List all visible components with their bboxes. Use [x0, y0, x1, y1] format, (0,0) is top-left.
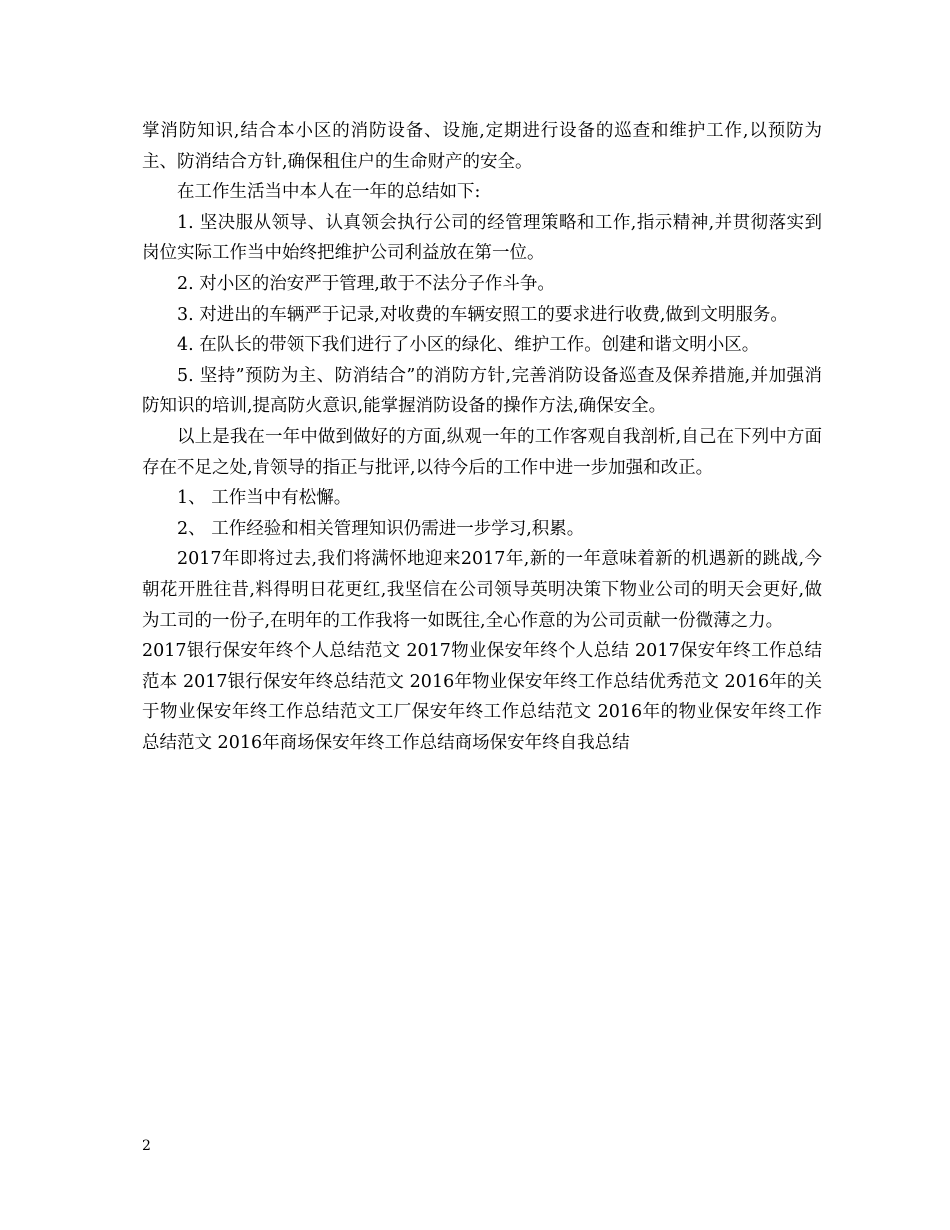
paragraph-closing: 2017年即将过去,我们将满怀地迎来2017年,新的一年意味着新的机遇新的跳战,今朝花开胜往昔,料得明日花更红,我坚信在公司领导英明决策下物业公司的明天会更好,做为工司的一份子,在明年的工作我将一如既往,全心作意的为公司贡献一份微薄之力。	[142, 549, 822, 631]
paragraph-summary-intro: 在工作生活当中本人在一年的总结如下:	[177, 182, 481, 203]
list-item-4: 4. 在队长的带领下我们进行了小区的绿化、维护工作。创建和谐文明小区。	[177, 335, 760, 356]
list-item-2: 2. 对小区的治安严于管理,敢于不法分子作斗争。	[177, 273, 555, 294]
list-item-3: 3. 对进出的车辆严于记录,对收费的车辆安照工的要求进行收费,做到文明服务。	[177, 304, 788, 325]
shortcoming-item-2: 2、 工作经验和相关管理知识仍需进一步学习,积累。	[177, 518, 585, 539]
related-articles-links: 2017银行保安年终个人总结范文 2017物业保安年终个人总结 2017保安年终工作总结范本 2017银行保安年终总结范文 2016年物业保安年终工作总结优秀范文 2016年的关于物业保安年终工作总结范文工厂保安年终工作总结范文 2016年的物业保安年终工作总结范文 2016年商场保安年终工作总结商场保安年终自我总结	[142, 641, 822, 753]
list-item-1: 1. 坚决服从领导、认真领会执行公司的经管理策略和工作,指示精神,并贯彻落实到岗位实际工作当中始终把维护公司利益放在第一位。	[142, 212, 822, 264]
shortcoming-item-1: 1、 工作当中有松懈。	[177, 488, 352, 509]
paragraph-fire-safety-continuation: 掌消防知识,结合本小区的消防设备、设施,定期进行设备的巡查和维护工作,以预防为主、防消结合方针,确保租住户的生命财产的安全。	[142, 121, 822, 172]
page-number: 2	[142, 1138, 151, 1154]
list-item-5: 5. 坚持”预防为主、防消结合”的消防方针,完善消防设备巡查及保养措施,并加强消防知识的培训,提高防火意识,能掌握消防设备的操作方法,确保安全。	[142, 365, 822, 417]
paragraph-shortcomings-intro: 以上是我在一年中做到做好的方面,纵观一年的工作客观自我剖析,自己在下列中方面存在不足之处,肯领导的指正与批评,以待今后的工作中进一步加强和改正。	[142, 426, 822, 478]
document-body	[142, 116, 822, 758]
